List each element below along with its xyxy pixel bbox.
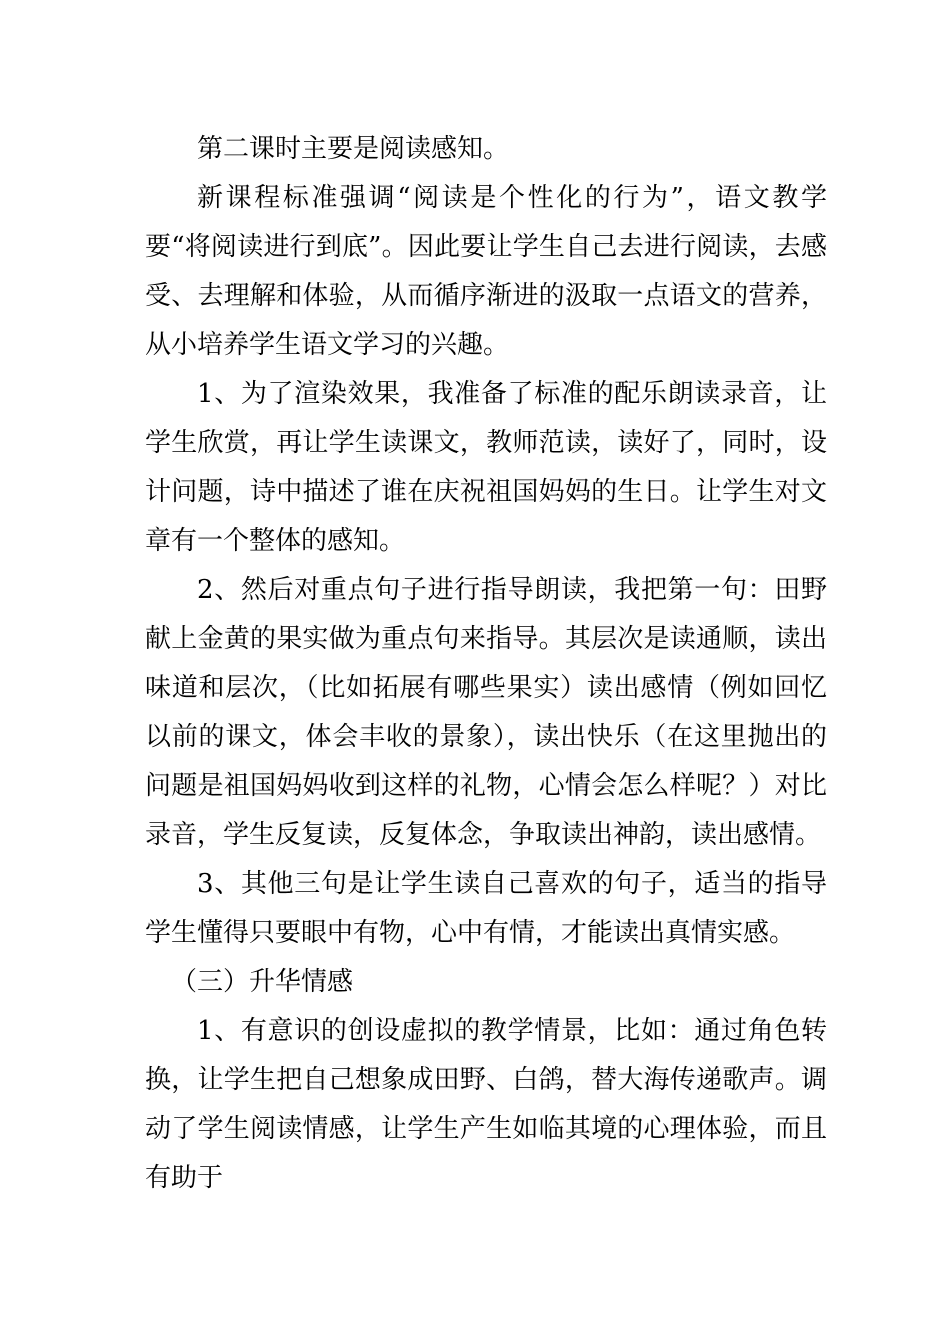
paragraph-intro: 第二课时主要是阅读感知。 — [197, 134, 510, 164]
paragraph-emotion-1: 1、有意识的创设虚拟的教学情景，比如：通过角色转换，让学生把自己想象成田野、白鸽，替大海传递歌声。调动了学生阅读情感，让学生产生如临其境的心理体验，而且有助于 — [145, 1016, 827, 1193]
paragraph-step-3: 3、其他三句是让学生读自己喜欢的句子，适当的指导学生懂得只要眼中有物，心中有情，才能读出真情实感。 — [145, 869, 827, 948]
document-body — [145, 125, 827, 1203]
section-heading: （三）升华情感 — [171, 967, 354, 997]
paragraph-curriculum-standard: 新课程标准强调“阅读是个性化的行为”，语文教学要“将阅读进行到底”。因此要让学生自己去进行阅读，去感受、去理解和体验，从而循序渐进的汲取一点语文的营养，从小培养学生语文学习的兴趣。 — [145, 183, 827, 360]
paragraph-step-1: 1、为了渲染效果，我准备了标准的配乐朗读录音，让学生欣赏，再让学生读课文，教师范读，读好了，同时，设计问题，诗中描述了谁在庆祝祖国妈妈的生日。让学生对文章有一个整体的感知。 — [145, 379, 827, 556]
paragraph-step-2: 2、然后对重点句子进行指导朗读，我把第一句：田野献上金黄的果实做为重点句来指导。其层次是读通顺，读出味道和层次，（比如拓展有哪些果实）读出感情（例如回忆以前的课文，体会丰收的景象），读出快乐（在这里抛出的问题是祖国妈妈收到这样的礼物，心情会怎么样呢？）对比录音，学生反复读，反复体念，争取读出神韵，读出感情。 — [145, 575, 827, 850]
